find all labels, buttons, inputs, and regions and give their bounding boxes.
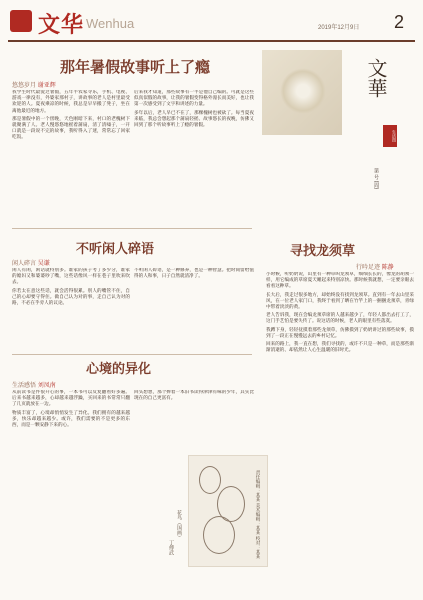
issue-date: 2019年12月9日: [318, 25, 360, 31]
article3-col2: [134, 390, 254, 450]
article4-body: [266, 272, 414, 592]
side-panel-title: 文華: [364, 58, 388, 98]
article3-title: 心境的异化: [86, 362, 152, 377]
article3-author: 刘凤南: [37, 383, 56, 389]
article4-p3: 老人告诉我，现在会编龙须草席的人越来越少了，年轻人都出去打工了，这门手艺怕是要失传了。说这话的时候，老人的眼里有些落寞。: [266, 313, 414, 325]
article1-p3: 后来我才知道，那些故事有一半是他自己编的。可就是这些似真似假的故事，让我的暑假变得格外漫长而美好，也让我第一次感受到了文字和讲述的力量。: [134, 90, 254, 108]
article1-p4: 多年以后，老人早已不在了，那棵槐树也被砍了。每当夏夜来临，我总会想起那个蒲扇轻摇、故事悠长的夜晚，仿佛又回到了那个听故事听上了瘾的暑假。: [134, 110, 254, 129]
article4-p1: 小时候，听奶奶说，山里有一种草叫龙须草，细细长长的，像龙的胡须一样，用它编成的草席夏天睡起来特别凉快。那时候我就想，一定要亲眼去看看这种草。: [266, 272, 414, 290]
article2-col2: [134, 268, 254, 348]
sketch-stroke: [203, 516, 235, 554]
sketch-caption: 花鸟（国画）: [176, 510, 182, 540]
masthead-latin-title: Wenhua: [86, 16, 135, 31]
article2-title: 不听闲人碎语: [76, 242, 155, 257]
chrysanthemum-painting: [262, 50, 342, 135]
sketch-author: 丁傅武: [168, 540, 174, 555]
article3-byline: [12, 380, 56, 389]
article3-col1: [12, 390, 130, 590]
article3-section: 生活感悟: [12, 383, 37, 389]
newspaper-seal-logo: [10, 10, 32, 32]
article2-author: 吴谦: [37, 261, 50, 267]
page-number: 2: [394, 12, 405, 32]
article4-title: 寻找龙须草: [290, 244, 356, 259]
article4-p4: 我蹲下身，轻轻抚摸着那些龙须草，仿佛摸到了奶奶讲过的那些故事，摸到了一段正在慢慢远去的乡村记忆。: [266, 327, 414, 339]
article2-col1: [12, 268, 130, 348]
flower-illustration: [280, 68, 326, 114]
article2-p3: 不听闲人碎语，是一种修养，也是一种智慧。把时间留给值得的人和事，日子自然就清净了。: [134, 268, 254, 280]
article1-p1: 我学生时代最爱过暑假，五年半农家寻乐，手机、电视、游戏一律没有，外婆家那村子，讲故事的老人是村里最受欢迎的人。夏夜乘凉的时候，我总是早早搬了凳子，坐在离他最近的地方。: [12, 90, 130, 114]
article2-p1: 闲人有闲，闲话就特别多。谁家的孩子考了多少分，谁家的媳妇又和婆婆吵了嘴，这些话像风一样在巷子里吹来吹去。: [12, 268, 130, 286]
article2-section: 闲人碎言: [12, 261, 37, 267]
masthead-title: 文华: [38, 12, 85, 38]
article1-col2: [134, 90, 254, 220]
article1-section: 悠悠岁月: [12, 83, 37, 89]
article4-section: 行吟足迹: [356, 265, 381, 271]
sketch-stroke: [199, 466, 221, 494]
article4-byline: [356, 262, 394, 271]
article3-p2: 物质丰富了，心境却悄悄发生了异化。我们拥有的越来越多，快乐却越来越少。或许，我们需要的不是更多的东西，而是一颗安静下来的心。: [12, 410, 130, 429]
masthead-rule: [8, 40, 415, 42]
article2-byline: [12, 258, 50, 267]
article4-p2: 长大后，我走过很多地方，却始终没有找到龙须草。直到有一年去山里采风，在一位老人家门口，我终于看到了晒在竹竿上的一捆捆龙须草，青绿中带着淡淡的黄。: [266, 292, 414, 311]
article1-author: 谢亚辉: [37, 83, 56, 89]
article3-p3: 回头想想，那个捧着一本旧书读得津津有味的少年，其实比现在的自己更富有。: [134, 390, 254, 402]
section-divider-2: [12, 354, 252, 355]
editor-credits: 责任编辑：某某 美术编辑：某某 校对：某某: [255, 470, 260, 559]
article2-p2: 你若太在意这些话，就会活得很累。别人的嘴管不住，自己的心却要守得住。做自己认为对的事，走自己认为对的路，不必在乎旁人的议论。: [12, 288, 130, 307]
article1-title: 那年暑假故事听上了瘾: [60, 58, 211, 76]
article4-p5: 回来的路上，我一直在想，我们寻找的，或许不只是一种草，而是那些渐渐消逝的、却依然让人心生温暖的旧时光。: [266, 342, 414, 354]
side-panel-red-tag: 生活图: [383, 125, 397, 147]
article1-byline: [12, 80, 56, 89]
side-panel-issue-label: 第 号 (周): [373, 168, 379, 190]
article4-author: 陈静: [381, 265, 394, 271]
article1-col1: [12, 90, 130, 220]
article1-col3: [262, 140, 342, 220]
article1-p2: 那是暑假中的一个傍晚，天色刚暗下来，村口的老槐树下就聚满了人。老人慢悠悠地摇着蒲扇，清了清嗓子，一开口就是一段说不完的故事，我听得入了迷，常常忘了回家吃饭。: [12, 116, 130, 141]
section-divider-1: [12, 228, 252, 229]
article3-p1: 从前读书是件很开心的事，一本书可以反复翻看好多遍。后来书越来越多，心却越来越浮躁，买回来的书常常只翻了几页就放在一边。: [12, 390, 130, 408]
